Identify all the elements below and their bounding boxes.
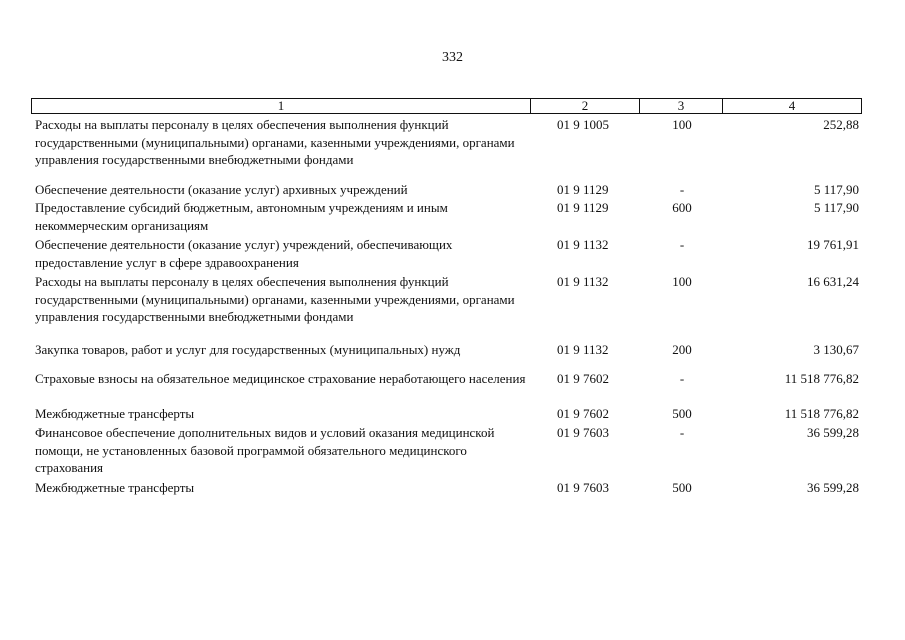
row-description: Обеспечение деятельности (оказание услуг) учреждений, обеспечивающих предоставление услуг в сфере здравоохранения <box>35 237 453 270</box>
row-code: 01 9 7602 <box>557 371 609 386</box>
row-amount: 252,88 <box>823 117 859 132</box>
row-expense-type: 100 <box>672 274 692 289</box>
row-code: 01 9 1005 <box>557 117 609 132</box>
row-description: Расходы на выплаты персоналу в целях обеспечения выполнения функций государственными (муниципальными) органами, казенными учреждениями, органами управления государственными внебюджетными фондами <box>35 274 515 324</box>
row-description: Межбюджетные трансферты <box>35 406 195 421</box>
row-code: 01 9 1132 <box>557 237 609 252</box>
row-expense-type: 500 <box>672 480 692 495</box>
row-amount: 5 117,90 <box>813 200 859 215</box>
row-expense-type: 600 <box>672 200 692 215</box>
row-code: 01 9 7603 <box>557 425 609 440</box>
row-description: Межбюджетные трансферты <box>35 480 195 495</box>
row-code: 01 9 1132 <box>557 342 609 357</box>
row-expense-type: - <box>679 237 685 252</box>
row-expense-type: - <box>679 371 685 386</box>
table-header <box>31 98 862 114</box>
row-amount: 19 761,91 <box>807 237 859 252</box>
row-code: 01 9 7603 <box>557 480 609 495</box>
row-description: Предоставление субсидий бюджетным, автономным учреждениям и иным некоммерческим организациям <box>35 200 448 233</box>
row-expense-type: 500 <box>672 406 692 421</box>
row-expense-type: - <box>679 425 685 440</box>
row-description: Страховые взносы на обязательное медицинское страхование неработающего населения <box>35 371 526 386</box>
row-description: Расходы на выплаты персоналу в целях обеспечения выполнения функций государственными (муниципальными) органами, казенными учреждениями, органами управления государственными внебюджетными фондами <box>35 117 515 167</box>
row-amount: 11 518 776,82 <box>784 371 859 386</box>
row-amount: 3 130,67 <box>813 342 859 357</box>
row-code: 01 9 7602 <box>557 406 609 421</box>
row-amount: 36 599,28 <box>807 425 859 440</box>
row-expense-type: 200 <box>672 342 692 357</box>
header-col-1: 1 <box>32 99 531 113</box>
row-code: 01 9 1132 <box>557 274 609 289</box>
header-col-3: 3 <box>640 99 723 113</box>
row-amount: 36 599,28 <box>807 480 859 495</box>
row-code: 01 9 1129 <box>557 182 609 197</box>
header-col-2: 2 <box>531 99 640 113</box>
row-expense-type: 100 <box>672 117 692 132</box>
header-col-4: 4 <box>788 98 796 113</box>
row-amount: 16 631,24 <box>807 274 859 289</box>
row-expense-type: - <box>679 182 685 197</box>
row-description: Обеспечение деятельности (оказание услуг) архивных учреждений <box>35 182 408 197</box>
row-description: Финансовое обеспечение дополнительных видов и условий оказания медицинской помощи, не установленных базовой программой обязательного медицинского страхования <box>35 425 495 475</box>
row-description: Закупка товаров, работ и услуг для государственных (муниципальных) нужд <box>35 342 461 357</box>
page-number: 332 <box>442 50 463 65</box>
row-amount: 5 117,90 <box>813 182 859 197</box>
row-amount: 11 518 776,82 <box>784 406 859 421</box>
row-code: 01 9 1129 <box>557 200 609 215</box>
